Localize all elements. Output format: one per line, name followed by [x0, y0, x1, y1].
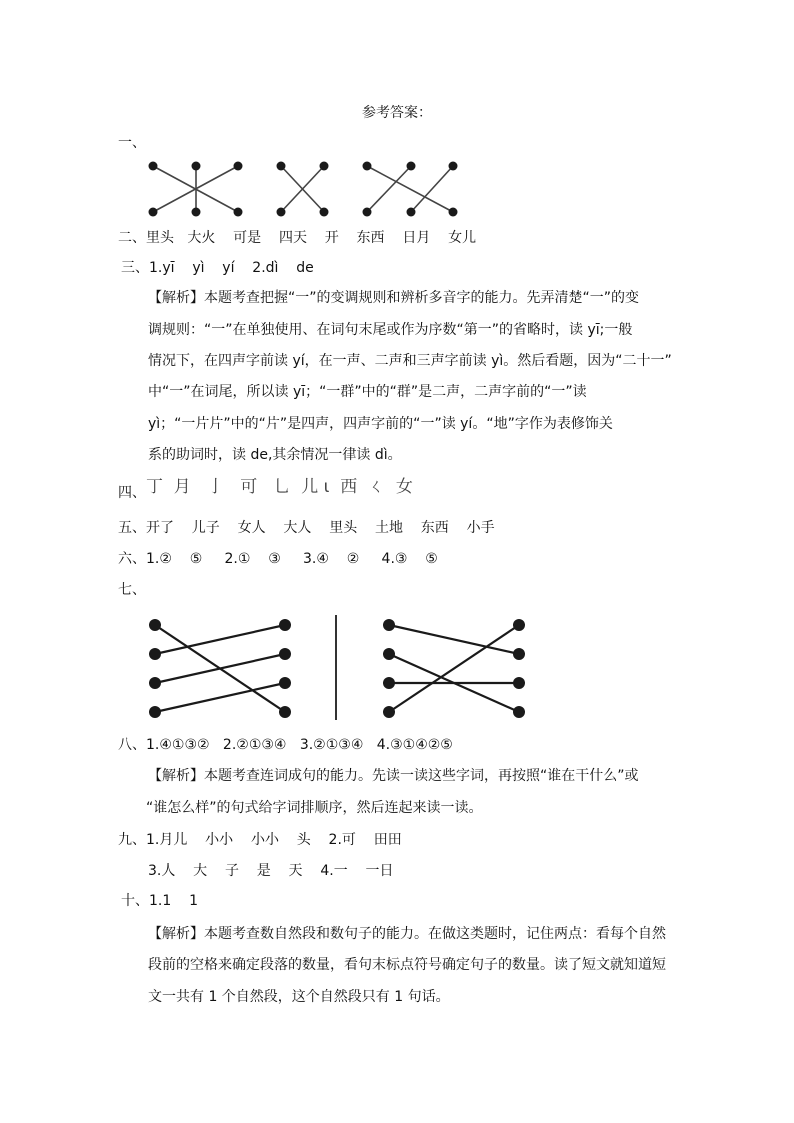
section-10-answer: 十、1.1 1: [121, 893, 198, 909]
connector-line: [389, 625, 519, 654]
dot: [513, 619, 525, 631]
connector-line: [155, 625, 285, 654]
section-3-analysis-line: 中“一”在词尾，所以读 yī；“一群”中的“群”是二声，二声字前的“一”读: [148, 384, 587, 400]
section-4-strokes: 丁 月 亅 可 乚 儿 ι 西 ㄑ 女: [146, 477, 413, 497]
connector-line: [389, 625, 519, 712]
section-7-label: 七、: [118, 582, 146, 598]
dot: [279, 619, 291, 631]
dot: [279, 706, 291, 718]
dot: [149, 677, 161, 689]
section-10-analysis-line: 【解析】本题考查数自然段和数句子的能力。在做这类题时，记住两点：看每个自然: [148, 926, 666, 942]
dot: [279, 677, 291, 689]
dot: [513, 706, 525, 718]
dot: [279, 648, 291, 660]
section-10-analysis-line: 段前的空格来确定段落的数量，看句末标点符号确定句子的数量。读了短文就知道短: [148, 957, 666, 973]
page-title: 参考答案：: [362, 105, 432, 121]
connector-line: [155, 654, 285, 683]
section-4-label: 四、: [118, 485, 146, 501]
section-9-line2: 3.人 大 子 是 天 4.一 一日: [148, 863, 394, 879]
section-8-analysis-line: 【解析】本题考查连词成句的能力。先读一读这些字词，再按照“谁在干什么”或: [148, 768, 639, 784]
section-10-analysis-line: 文一共有 1 个自然段，这个自然段只有 1 句话。: [148, 989, 450, 1005]
section-1-label: 一、: [118, 135, 146, 151]
dot: [513, 677, 525, 689]
connector-line: [155, 683, 285, 712]
section-9-line1: 九、1.月儿 小小 小小 头 2.可 田田: [118, 832, 402, 848]
section-3-analysis-line: yì；“一片片”中的“片”是四声，四声字前的“一”读 yí。“地”字作为表修饰关: [148, 416, 613, 432]
section-3-analysis-line: 情况下，在四声字前读 yí，在一声、二声和三声字前读 yì。然后看题，因为“二十一”: [148, 353, 672, 369]
dot: [383, 706, 395, 718]
dot: [383, 677, 395, 689]
dot: [149, 619, 161, 631]
dot: [149, 706, 161, 718]
dot: [383, 619, 395, 631]
section-8-answer: 八、1.④①③② 2.②①③④ 3.②①③④ 4.③①④②⑤: [118, 737, 453, 753]
section-3-analysis-line: 调规则：“一”在单独使用、在词句末尾或作为序数“第一”的省略时，读 yī;一般: [148, 322, 633, 338]
section-3-analysis-line: 系的助词时，读 de,其余情况一律读 dì。: [148, 447, 402, 463]
section-2-answer: 二、里头 大火 可是 四天 开 东西 日月 女儿: [118, 230, 477, 246]
section-5-answer: 五、开了 儿子 女人 大人 里头 土地 东西 小手: [118, 520, 495, 536]
section-3-analysis-line: 【解析】本题考查把握“一”的变调规则和辨析多音字的能力。先弄清楚“一”的变: [148, 290, 640, 306]
dot: [149, 648, 161, 660]
dot: [513, 648, 525, 660]
section-6-answer: 六、1.② ⑤ 2.① ③ 3.④ ② 4.③ ⑤: [118, 551, 438, 567]
section-3-answer: 三、1.yī yì yí 2.dì de: [121, 260, 314, 276]
section-8-analysis-line: “谁怎么样”的句式给字词排顺序，然后连起来读一读。: [146, 800, 483, 816]
dot: [383, 648, 395, 660]
